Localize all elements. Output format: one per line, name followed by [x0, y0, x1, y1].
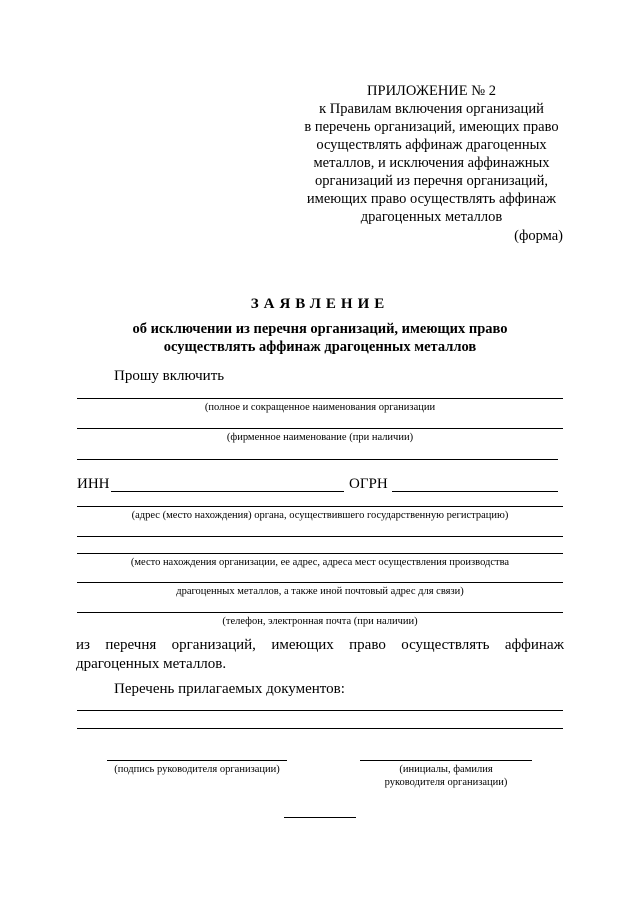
document-subtitle: [0, 320, 640, 356]
location-caption-2: драгоценных металлов, а также иной почтовый адрес для связи): [176, 586, 464, 597]
brand-name-caption: (фирменное наименование (при наличии): [226, 432, 414, 443]
annex-line: к Правилам включения организаций: [319, 101, 544, 117]
signature-field-line[interactable]: [107, 760, 287, 761]
contacts-field-line[interactable]: [77, 612, 563, 613]
exclusion-paragraph: [76, 636, 564, 674]
initials-field-line[interactable]: [360, 760, 532, 761]
annex-line: металлов, и исключения аффинажных: [313, 155, 550, 171]
paragraph-word: имеющих: [271, 637, 334, 653]
annex-line: имеющих право осуществлять аффинаж: [306, 191, 557, 207]
extra-name-field-line[interactable]: [77, 459, 558, 460]
annex-line: организаций из перечня организаций,: [315, 173, 548, 189]
paragraph-word: аффинаж: [504, 637, 564, 653]
org-name-caption: (полное и сокращенное наименования организации: [204, 402, 436, 413]
exclusion-paragraph-line-1: [76, 636, 564, 655]
documents-label: Перечень прилагаемых документов:: [114, 681, 345, 697]
annex-block: [300, 82, 563, 226]
paragraph-word: право: [349, 637, 386, 653]
request-text: Прошу включить: [114, 368, 225, 384]
location-caption-1: (место нахождения организации, ее адрес, адреса мест осуществления производства: [130, 557, 510, 568]
ogrn-field-line[interactable]: [392, 491, 558, 492]
registration-address-extra-line[interactable]: [77, 536, 563, 537]
annex-heading: ПРИЛОЖЕНИЕ № 2: [367, 83, 496, 99]
annex-line: драгоценных металлов: [360, 209, 503, 225]
paragraph-word: перечня: [105, 637, 157, 653]
inn-label: ИНН: [77, 476, 110, 492]
paragraph-word: организаций,: [171, 637, 256, 653]
form-note: (форма): [514, 228, 563, 244]
org-name-field-line[interactable]: [77, 398, 563, 399]
subtitle-line: об исключении из перечня организаций, имеющих право: [132, 321, 508, 337]
initials-caption-2: руководителя организации): [384, 777, 508, 788]
contacts-caption: (телефон, электронная почта (при наличии): [222, 616, 418, 627]
inn-field-line[interactable]: [111, 491, 344, 492]
document-title: ЗАЯВЛЕНИЕ: [250, 296, 390, 312]
exclusion-paragraph-line-2: драгоценных металлов.: [76, 656, 227, 672]
location-field-line[interactable]: [77, 553, 563, 554]
brand-name-field-line[interactable]: [77, 428, 563, 429]
paragraph-word: осуществлять: [401, 637, 490, 653]
ogrn-label: ОГРН: [349, 476, 388, 492]
documents-field-line[interactable]: [77, 710, 563, 711]
initials-caption-1: (инициалы, фамилия: [399, 764, 493, 775]
annex-line: в перечень организаций, имеющих право: [304, 119, 559, 135]
annex-line: осуществлять аффинаж драгоценных: [316, 137, 547, 153]
subtitle-line: осуществлять аффинаж драгоценных металлов: [163, 339, 477, 355]
registration-address-caption: (адрес (место нахождения) органа, осуществившего государственную регистрацию): [131, 510, 509, 521]
location-field-line-2[interactable]: [77, 582, 563, 583]
closing-rule: [284, 817, 356, 818]
signature-caption: (подпись руководителя организации): [114, 764, 280, 775]
registration-address-field-line[interactable]: [77, 506, 563, 507]
documents-field-line-2[interactable]: [77, 728, 563, 729]
paragraph-word: из: [76, 637, 90, 653]
